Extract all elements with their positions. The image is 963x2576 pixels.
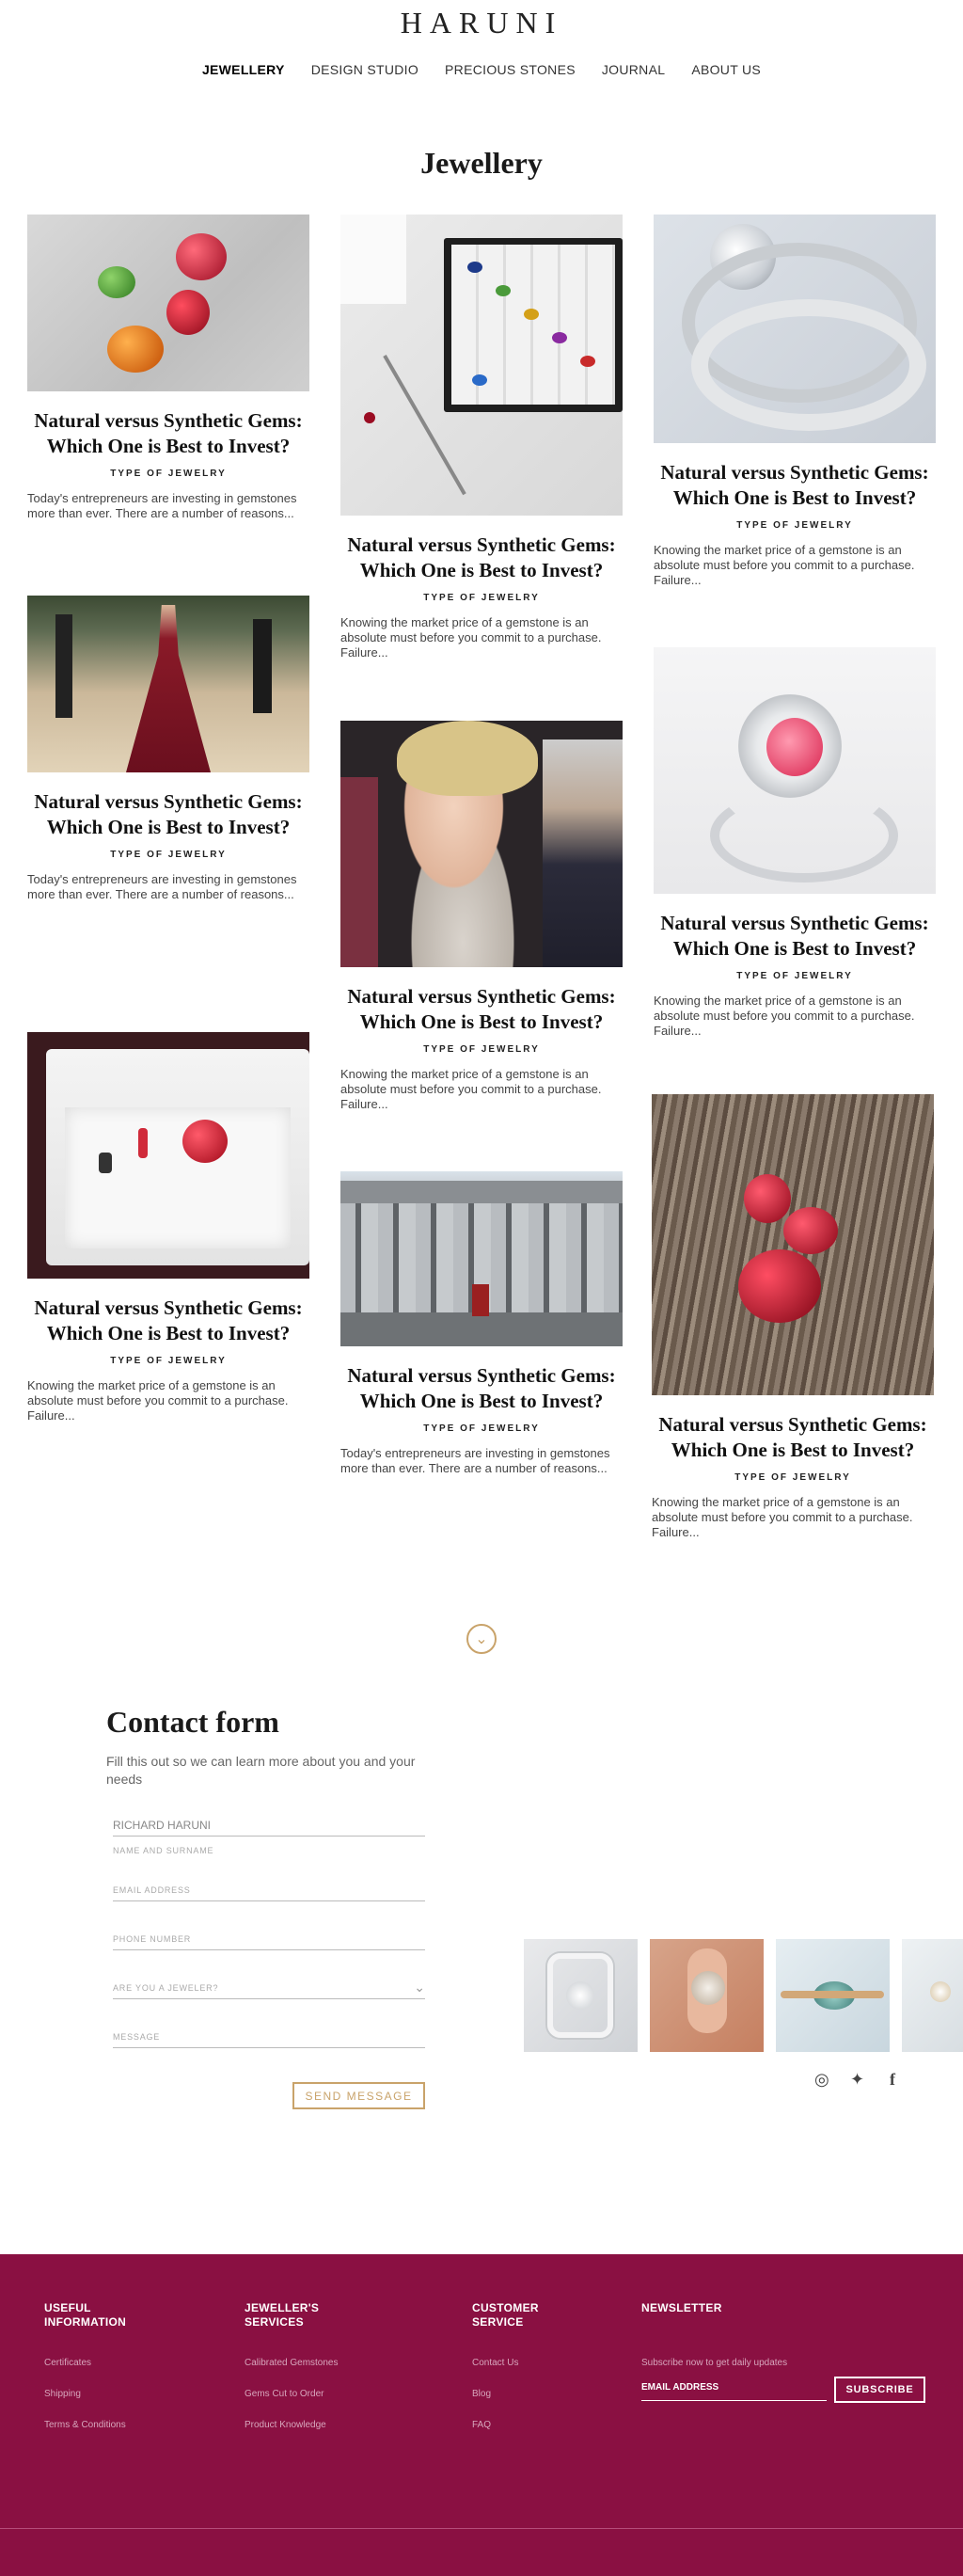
article-title[interactable]: Natural versus Synthetic Gems: Which One is Best to Invest?: [660, 912, 929, 960]
nav-item-journal[interactable]: JOURNAL: [601, 62, 666, 77]
article-card[interactable]: [27, 596, 309, 902]
instagram-photo[interactable]: [524, 1939, 638, 2052]
article-type: TYPE OF JEWELRY: [423, 1044, 540, 1055]
load-more-button[interactable]: [466, 1624, 497, 1654]
phone-field-placeholder: PHONE NUMBER: [113, 1934, 192, 1944]
instagram-photo[interactable]: [902, 1939, 963, 2052]
article-type: TYPE OF JEWELRY: [110, 850, 227, 860]
page-title: Jewellery: [420, 146, 543, 180]
article-card[interactable]: [340, 215, 623, 660]
message-field-placeholder: MESSAGE: [113, 2032, 161, 2042]
footer-link[interactable]: Contact Us: [472, 2358, 519, 2368]
article-type: TYPE OF JEWELRY: [736, 971, 853, 981]
newsletter-email-input[interactable]: EMAIL ADDRESS: [641, 2380, 827, 2401]
article-image[interactable]: [27, 1032, 309, 1279]
article-image[interactable]: [27, 215, 309, 391]
footer-col-title: CUSTOMER SERVICE: [472, 2301, 539, 2329]
jeweler-select-placeholder: ARE YOU A JEWELER?: [113, 1983, 219, 1993]
main-nav: [0, 62, 963, 77]
article-image[interactable]: [340, 721, 623, 967]
facebook-icon[interactable]: f: [890, 2070, 895, 2089]
nav-item-design-studio[interactable]: DESIGN STUDIO: [310, 62, 419, 77]
article-card[interactable]: [27, 1032, 309, 1423]
phone-field[interactable]: [113, 1930, 425, 1950]
article-image[interactable]: [340, 215, 623, 516]
article-card[interactable]: [340, 1171, 623, 1476]
article-title[interactable]: Natural versus Synthetic Gems: Which One is Best to Invest?: [658, 1413, 927, 1461]
article-card[interactable]: [652, 1094, 934, 1540]
footer-link[interactable]: Shipping: [44, 2389, 81, 2399]
email-field[interactable]: [113, 1881, 425, 1901]
article-title[interactable]: Natural versus Synthetic Gems: Which One is Best to Invest?: [347, 533, 616, 581]
twitter-icon[interactable]: ✦: [850, 2070, 865, 2089]
article-excerpt: Knowing the market price of a gemstone is an absolute must before you commit to a purchase. Failure...: [654, 994, 915, 1038]
article-image[interactable]: [654, 647, 936, 894]
article-card[interactable]: [654, 647, 936, 1039]
article-title[interactable]: Natural versus Synthetic Gems: Which One is Best to Invest?: [34, 1296, 303, 1344]
footer-divider: [0, 2528, 963, 2529]
brand-logo[interactable]: HARUNI: [400, 6, 563, 40]
article-type: TYPE OF JEWELRY: [423, 593, 540, 603]
chevron-down-icon: ⌄: [414, 1980, 425, 1995]
article-type: TYPE OF JEWELRY: [110, 469, 227, 479]
subscribe-button[interactable]: SUBSCRIBE: [834, 2377, 925, 2403]
footer-link[interactable]: Product Knowledge: [245, 2420, 326, 2430]
article-excerpt: Knowing the market price of a gemstone is an absolute must before you commit to a purchase. Failure...: [27, 1378, 289, 1423]
name-field-label: NAME AND SURNAME: [113, 1846, 214, 1855]
article-excerpt: Knowing the market price of a gemstone is an absolute must before you commit to a purchase. Failure...: [654, 543, 915, 587]
newsletter-text: Subscribe now to get daily updates: [641, 2358, 788, 2368]
article-card[interactable]: [654, 215, 936, 588]
article-excerpt: Knowing the market price of a gemstone is an absolute must before you commit to a purchase. Failure...: [652, 1495, 913, 1539]
article-type: TYPE OF JEWELRY: [110, 1356, 227, 1366]
footer-link[interactable]: FAQ: [472, 2420, 492, 2430]
newsletter-title: NEWSLETTER: [641, 2301, 722, 2314]
article-image[interactable]: [27, 596, 309, 772]
message-field[interactable]: [113, 2027, 425, 2048]
contact-title: Contact form: [106, 1705, 279, 1739]
footer-link[interactable]: Certificates: [44, 2358, 92, 2368]
chevron-down-icon: ⌄: [475, 1631, 488, 1647]
article-image[interactable]: [340, 1171, 623, 1346]
article-excerpt: Today's entrepreneurs are investing in gemstones more than ever. There are a number of reasons...: [27, 491, 297, 520]
footer-link[interactable]: Calibrated Gemstones: [245, 2358, 339, 2368]
site-footer: [0, 2254, 963, 2576]
article-type: TYPE OF JEWELRY: [734, 1472, 851, 1483]
article-excerpt: Today's entrepreneurs are investing in gemstones more than ever. There are a number of reasons...: [340, 1446, 610, 1475]
nav-item-jewellery[interactable]: JEWELLERY: [201, 62, 285, 77]
jeweler-select[interactable]: [113, 1979, 425, 1999]
article-title[interactable]: Natural versus Synthetic Gems: Which One is Best to Invest?: [347, 1364, 616, 1412]
send-message-button[interactable]: SEND MESSAGE: [292, 2082, 425, 2109]
footer-col-title: JEWELLER'S SERVICES: [245, 2301, 320, 2329]
article-excerpt: Knowing the market price of a gemstone is an absolute must before you commit to a purchase. Failure...: [340, 615, 602, 660]
contact-subtitle: Fill this out so we can learn more about you and your needs: [106, 1754, 416, 1787]
article-image[interactable]: [654, 215, 936, 443]
article-type: TYPE OF JEWELRY: [736, 520, 853, 531]
article-title[interactable]: Natural versus Synthetic Gems: Which One is Best to Invest?: [34, 790, 303, 838]
footer-link[interactable]: Terms & Conditions: [44, 2420, 126, 2430]
instagram-icon[interactable]: ◎: [814, 2070, 829, 2089]
article-image[interactable]: [652, 1094, 934, 1395]
article-title[interactable]: Natural versus Synthetic Gems: Which One is Best to Invest?: [347, 985, 616, 1033]
article-title[interactable]: Natural versus Synthetic Gems: Which One is Best to Invest?: [34, 409, 303, 457]
nav-item-precious-stones[interactable]: PRECIOUS STONES: [445, 62, 576, 77]
article-title[interactable]: Natural versus Synthetic Gems: Which One is Best to Invest?: [660, 461, 929, 509]
article-excerpt: Knowing the market price of a gemstone is an absolute must before you commit to a purchase. Failure...: [340, 1067, 602, 1111]
instagram-photo[interactable]: [650, 1939, 764, 2052]
footer-col-title: USEFUL INFORMATION: [44, 2301, 127, 2329]
footer-link[interactable]: Gems Cut to Order: [245, 2389, 324, 2399]
article-type: TYPE OF JEWELRY: [423, 1423, 540, 1434]
nav-item-about-us[interactable]: ABOUT US: [691, 62, 762, 77]
email-field-placeholder: EMAIL ADDRESS: [113, 1885, 191, 1895]
article-excerpt: Today's entrepreneurs are investing in gemstones more than ever. There are a number of reasons...: [27, 872, 297, 901]
article-card[interactable]: [27, 215, 309, 521]
name-field-value[interactable]: RICHARD HARUNI: [113, 1819, 212, 1832]
name-field[interactable]: [113, 1816, 425, 1837]
footer-link[interactable]: Blog: [472, 2389, 492, 2399]
article-card[interactable]: [340, 721, 623, 1112]
instagram-photo[interactable]: [776, 1939, 890, 2052]
